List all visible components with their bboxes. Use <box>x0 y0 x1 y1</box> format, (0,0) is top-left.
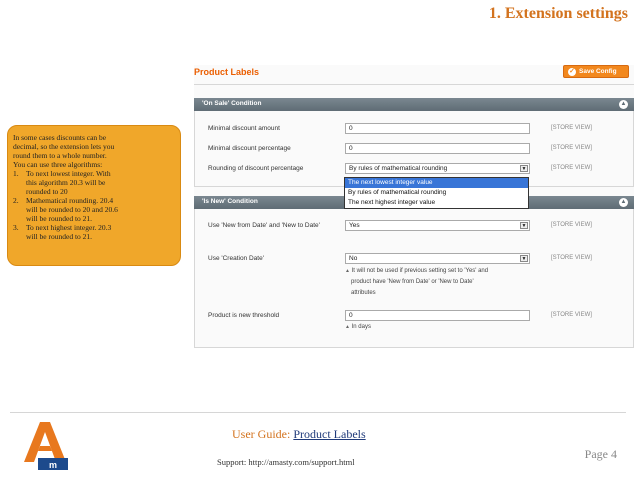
rounding-select[interactable] <box>345 163 530 174</box>
save-config-label: Save Config <box>579 68 617 75</box>
callout-text: this algorithm 20.3 will be <box>26 178 106 187</box>
row-label: Rounding of discount percentage <box>208 165 304 172</box>
dropdown-option[interactable]: The next lowest integer value <box>345 178 528 188</box>
new-threshold-input[interactable]: 0 <box>345 310 530 321</box>
support-text: Support: http://amasty.com/support.html <box>217 457 355 467</box>
callout-text: In some cases discounts can be <box>13 133 107 142</box>
callout-text: will be rounded to 20 and 20.6 <box>26 205 118 214</box>
callout-text: To next lowest integer. With <box>26 169 111 178</box>
chevron-down-icon[interactable]: ▼ <box>521 223 527 229</box>
row-label: Use 'New from Date' and 'New to Date' <box>208 222 320 229</box>
scope-label: [STORE VIEW] <box>551 255 592 261</box>
creation-note-line3: attributes <box>351 290 376 296</box>
threshold-note-text: In days <box>351 324 371 330</box>
config-panel <box>194 65 634 348</box>
panel-title: Product Labels <box>194 67 260 77</box>
page-number: Page 4 <box>584 447 617 461</box>
rounding-select-value: By rules of mathematical rounding <box>349 165 448 172</box>
row-label: Product is new threshold <box>208 312 280 319</box>
callout-text: will be rounded to 21. <box>26 232 93 241</box>
svg-text:m: m <box>48 460 58 470</box>
use-new-dates-select[interactable] <box>345 220 530 231</box>
row-label: Minimal discount amount <box>208 125 280 132</box>
scope-label: [STORE VIEW] <box>551 222 592 228</box>
list-number: 3. <box>13 223 19 232</box>
threshold-note <box>345 322 371 333</box>
row-label: Use 'Creation Date' <box>208 255 264 262</box>
callout-text: decimal, so the extension lets you <box>13 142 115 151</box>
creation-date-note <box>345 266 535 299</box>
is-new-section-body <box>194 209 634 348</box>
scope-label: [STORE VIEW] <box>551 125 592 131</box>
save-config-button[interactable] <box>563 65 629 78</box>
chevron-down-icon[interactable]: ▼ <box>521 256 527 262</box>
on-sale-section-header[interactable] <box>194 98 634 111</box>
save-icon: ✓ <box>569 67 575 75</box>
is-new-section-title: 'Is New' Condition <box>202 198 258 205</box>
callout-text: To next highest integer. 20.3 <box>26 223 112 232</box>
dropdown-option[interactable]: The next highest integer value <box>348 199 436 206</box>
dropdown-option[interactable]: By rules of mathematical rounding <box>348 189 447 196</box>
user-guide-prefix: User Guide: <box>232 427 294 441</box>
collapse-icon[interactable]: ▲ <box>620 101 627 107</box>
use-new-dates-value: Yes <box>349 222 360 229</box>
callout-text: round them to a whole number. <box>13 151 107 160</box>
collapse-icon[interactable]: ▲ <box>620 199 627 205</box>
callout-text: rounded to 20 <box>26 187 68 196</box>
user-guide-line <box>232 427 366 442</box>
list-number: 2. <box>13 196 19 205</box>
on-sale-section-body <box>194 111 634 187</box>
slide-title: 1. Extension settings <box>488 5 628 22</box>
callout-text: Mathematical rounding. 20.4 <box>26 196 114 205</box>
footer-divider <box>10 412 626 413</box>
list-number: 1. <box>13 169 19 178</box>
rounding-callout <box>7 125 181 266</box>
triangle-icon: ▲ <box>345 268 350 274</box>
divider <box>194 84 634 85</box>
row-label: Minimal discount percentage <box>208 145 291 152</box>
chevron-down-icon[interactable]: ▼ <box>521 166 527 172</box>
callout-text: You can use three algorithms: <box>13 160 103 169</box>
creation-note-line2: product have 'New from Date' or 'New to Date' <box>351 279 474 285</box>
scope-label: [STORE VIEW] <box>551 312 592 318</box>
scope-label: [STORE VIEW] <box>551 165 592 171</box>
scope-label: [STORE VIEW] <box>551 145 592 151</box>
min-discount-amount-input[interactable]: 0 <box>345 123 530 134</box>
rounding-dropdown-list[interactable] <box>344 177 529 209</box>
use-creation-date-value: No <box>349 255 358 262</box>
min-discount-percentage-input[interactable]: 0 <box>345 143 530 154</box>
user-guide-link[interactable]: Product Labels <box>293 427 366 441</box>
creation-note-line1: It will not be used if previous setting set to 'Yes' and <box>351 268 489 274</box>
use-creation-date-select[interactable] <box>345 253 530 264</box>
on-sale-section-title: 'On Sale' Condition <box>202 100 262 107</box>
triangle-icon: ▲ <box>345 324 350 330</box>
amasty-logo-icon <box>20 418 70 473</box>
callout-text: will be rounded to 21. <box>26 214 93 223</box>
